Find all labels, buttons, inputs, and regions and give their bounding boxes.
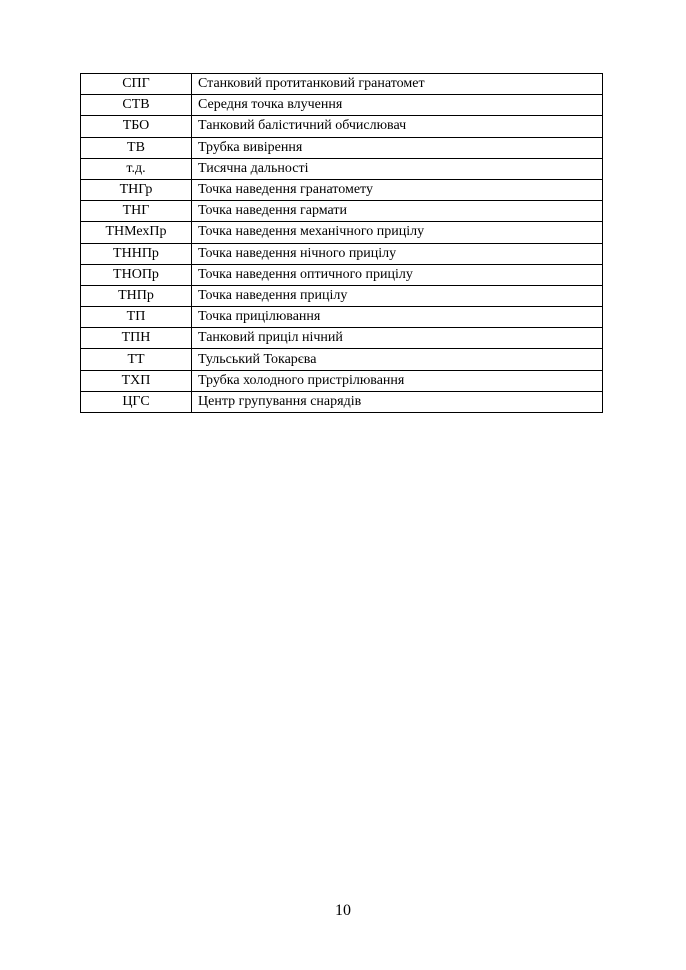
- table-row: [81, 370, 603, 391]
- abbreviation-cell: ТНПр: [81, 285, 192, 306]
- meaning-cell: Танковий приціл нічний: [192, 328, 603, 349]
- table-row: [81, 116, 603, 137]
- meaning-cell: Точка наведення прицілу: [192, 285, 603, 306]
- abbreviation-cell: ТБО: [81, 116, 192, 137]
- meaning-cell: Точка наведення гармати: [192, 201, 603, 222]
- abbreviation-cell: ТНОПр: [81, 264, 192, 285]
- abbreviation-cell: СПГ: [81, 74, 192, 95]
- abbreviation-cell: ТНГ: [81, 201, 192, 222]
- table-row: [81, 95, 603, 116]
- meaning-cell: Точка наведення нічного прицілу: [192, 243, 603, 264]
- meaning-cell: Середня точка влучення: [192, 95, 603, 116]
- meaning-cell: Трубка холодного пристрілювання: [192, 370, 603, 391]
- table-row: [81, 222, 603, 243]
- table-row: [81, 137, 603, 158]
- abbreviation-cell: ТНМехПр: [81, 222, 192, 243]
- meaning-cell: Точка наведення оптичного прицілу: [192, 264, 603, 285]
- table-row: [81, 179, 603, 200]
- table-row: [81, 264, 603, 285]
- abbreviation-cell: т.д.: [81, 158, 192, 179]
- meaning-cell: Танковий балістичний обчислювач: [192, 116, 603, 137]
- table-row: [81, 307, 603, 328]
- meaning-cell: Точка наведення механічного прицілу: [192, 222, 603, 243]
- meaning-cell: Точка наведення гранатомету: [192, 179, 603, 200]
- meaning-cell: Трубка вивірення: [192, 137, 603, 158]
- abbreviation-cell: ТХП: [81, 370, 192, 391]
- abbreviation-cell: ТПН: [81, 328, 192, 349]
- abbreviation-cell: ТТ: [81, 349, 192, 370]
- abbreviation-cell: ТВ: [81, 137, 192, 158]
- meaning-cell: Тисячна дальності: [192, 158, 603, 179]
- table-row: [81, 158, 603, 179]
- meaning-cell: Станковий протитанковий гранатомет: [192, 74, 603, 95]
- abbreviation-cell: ТННПр: [81, 243, 192, 264]
- abbreviations-table: [80, 73, 603, 413]
- abbreviation-cell: ТП: [81, 307, 192, 328]
- meaning-cell: Тульський Токарєва: [192, 349, 603, 370]
- table-row: [81, 349, 603, 370]
- abbreviations-table-body: [81, 74, 603, 413]
- table-row: [81, 243, 603, 264]
- meaning-cell: Центр групування снарядів: [192, 391, 603, 412]
- table-row: [81, 74, 603, 95]
- abbreviation-cell: ТНГр: [81, 179, 192, 200]
- page-number: 10: [335, 902, 351, 919]
- abbreviation-cell: ЦГС: [81, 391, 192, 412]
- table-row: [81, 285, 603, 306]
- abbreviation-cell: СТВ: [81, 95, 192, 116]
- table-row: [81, 328, 603, 349]
- meaning-cell: Точка прицілювання: [192, 307, 603, 328]
- table-row: [81, 201, 603, 222]
- table-row: [81, 391, 603, 412]
